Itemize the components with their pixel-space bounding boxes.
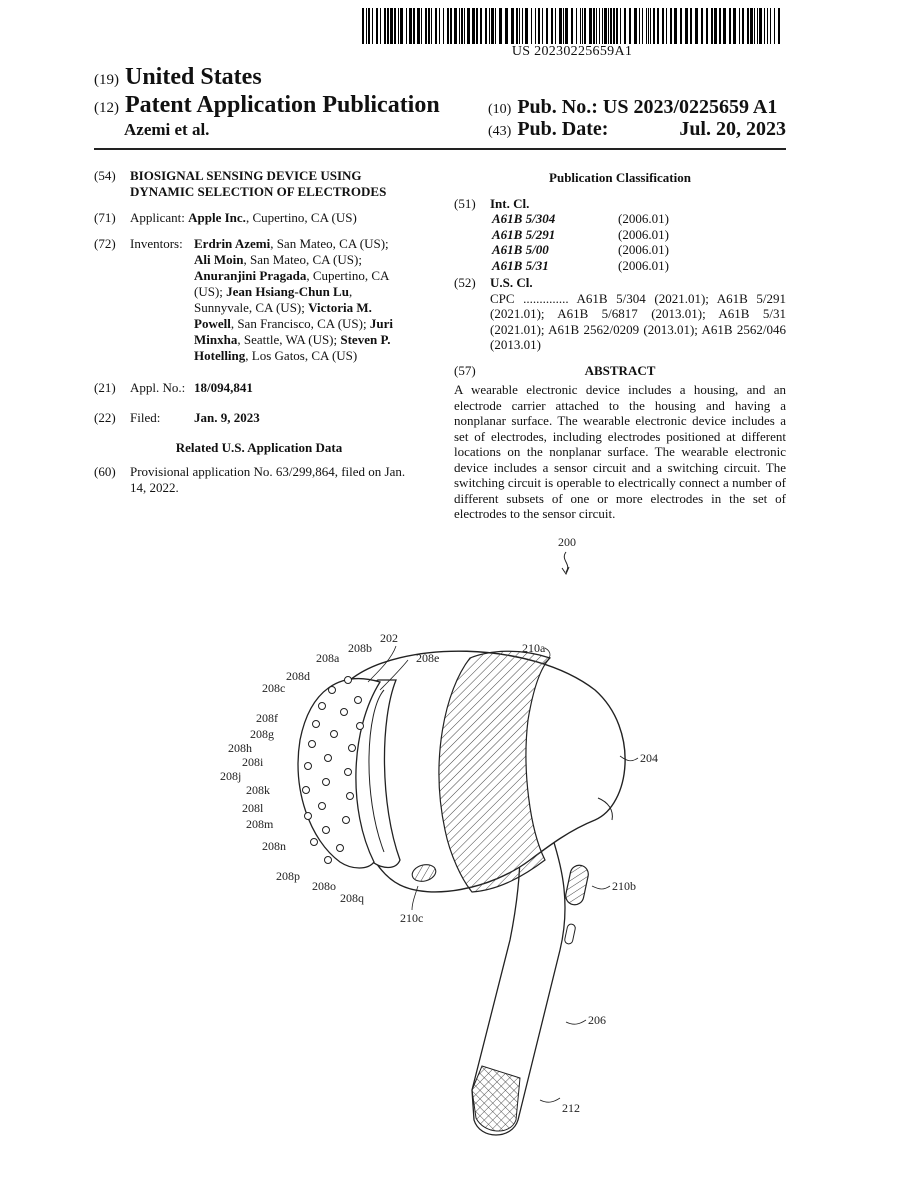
barcode-bar (480, 8, 482, 44)
header-divider (94, 148, 786, 150)
barcode-bar (428, 8, 430, 44)
inventor-line: Ali Moin, San Mateo, CA (US); (194, 252, 362, 267)
barcode-bar (690, 8, 692, 44)
inventor-line: Erdrin Azemi, San Mateo, CA (US); (194, 236, 389, 251)
barcode-bar (450, 8, 452, 44)
barcode-bar (695, 8, 698, 44)
barcode-bar (653, 8, 655, 44)
intcl-entry-year: (2006.01) (618, 242, 669, 257)
applicant-label: Applicant: (130, 210, 185, 225)
appl-number: 18/094,841 (194, 380, 253, 395)
barcode-bar (599, 8, 600, 44)
electrode (323, 779, 330, 786)
label-208m: 208m (246, 817, 274, 831)
patent-figure-earbud (200, 530, 660, 1150)
barcode-bar (387, 8, 389, 44)
filed-code: (22) (94, 410, 116, 425)
barcode-bar (666, 8, 667, 44)
filed-label: Filed: (130, 410, 161, 425)
label-208k: 208k (246, 783, 270, 797)
barcode-bar (435, 8, 437, 44)
inventors-label: Inventors: (130, 236, 183, 251)
barcode-bar (511, 8, 514, 44)
electrode (325, 857, 332, 864)
barcode-bar (604, 8, 607, 44)
barcode-bar (639, 8, 640, 44)
barcode-bar (467, 8, 470, 44)
force-sensor-pad (564, 864, 590, 907)
inventor-line: Hotelling, Los Gatos, CA (US) (194, 348, 358, 363)
inventor-line: (US); Jean Hsiang-Chun Lu, (194, 284, 353, 299)
label-210c: 210c (400, 911, 424, 925)
electrode (349, 745, 356, 752)
electrode (355, 697, 362, 704)
title-line-2: DYNAMIC SELECTION OF ELECTRODES (130, 184, 387, 199)
barcode-bar (747, 8, 749, 44)
label-208e: 208e (416, 651, 440, 665)
inventors-list (194, 236, 424, 364)
pub-number-code: (10) (488, 102, 512, 117)
barcode-bar (629, 8, 631, 44)
label-208l: 208l (242, 801, 264, 815)
barcode (362, 8, 782, 44)
abstract-heading-row (454, 363, 786, 379)
publication-type: Patent Application Publication (125, 92, 440, 118)
barcode-bar (714, 8, 717, 44)
provisional-field (94, 464, 424, 496)
barcode-bar (522, 8, 523, 44)
barcode-bar (380, 8, 381, 44)
barcode-bar (602, 8, 603, 44)
barcode-bar (757, 8, 758, 44)
inventor-line: Anuranjini Pragada, Cupertino, CA (194, 268, 390, 283)
intcl-table (490, 211, 786, 273)
barcode-bar (739, 8, 740, 44)
barcode-bar (662, 8, 664, 44)
barcode-bar (657, 8, 659, 44)
barcode-bar (489, 8, 490, 44)
pub-date-label: Pub. Date: (517, 118, 609, 140)
intcl-entry-year: (2006.01) (618, 211, 669, 226)
barcode-bar (648, 8, 649, 44)
barcode-bar (685, 8, 688, 44)
barcode-bar (750, 8, 753, 44)
electrode (309, 741, 316, 748)
barcode-bar (589, 8, 592, 44)
intcl-entry (492, 258, 786, 274)
filed-date: Jan. 9, 2023 (194, 410, 260, 425)
label-208n: 208n (262, 839, 286, 853)
barcode-bar (555, 8, 556, 44)
barcode-bar (406, 8, 407, 44)
provisional-code: (60) (94, 464, 116, 479)
barcode-bar (674, 8, 677, 44)
intcl-entry (492, 227, 786, 243)
barcode-bar (613, 8, 615, 44)
barcode-bar (384, 8, 386, 44)
barcode-bar (461, 8, 463, 44)
barcode-bar (394, 8, 396, 44)
label-208a: 208a (316, 651, 340, 665)
barcode-bar (646, 8, 647, 44)
intcl-entry-code: A61B 5/304 (492, 211, 556, 226)
title-field (94, 168, 424, 200)
uscl-code: (52) (454, 275, 476, 290)
barcode-bar (535, 8, 536, 44)
barcode-bar (620, 8, 621, 44)
inventor-line: Minxha, Seattle, WA (US); Steven P. (194, 332, 391, 347)
electrode (341, 709, 348, 716)
barcode-bar (650, 8, 651, 44)
figure-ref-label: 200 (558, 535, 576, 549)
barcode-bar (742, 8, 744, 44)
label-208f: 208f (256, 711, 278, 725)
label-208i: 208i (242, 755, 264, 769)
barcode-bar (525, 8, 528, 44)
label-204: 204 (640, 751, 658, 765)
barcode-bar (764, 8, 765, 44)
barcode-bar (505, 8, 508, 44)
barcode-bar (701, 8, 703, 44)
electrode (343, 817, 350, 824)
figure-ref-arrow (564, 552, 567, 572)
electrode (305, 813, 312, 820)
title-line-1: BIOSIGNAL SENSING DEVICE USING (130, 168, 362, 183)
barcode-bar (719, 8, 721, 44)
label-208q: 208q (340, 891, 364, 905)
intcl-label: Int. Cl. (490, 195, 530, 211)
barcode-bar (366, 8, 367, 44)
barcode-bar (733, 8, 736, 44)
electrode (325, 755, 332, 762)
barcode-bar (368, 8, 370, 44)
barcode-bar (767, 8, 768, 44)
barcode-bar (431, 8, 432, 44)
electrode (303, 787, 310, 794)
barcode-bar (459, 8, 460, 44)
barcode-bar (413, 8, 415, 44)
intcl-entry (492, 211, 786, 227)
barcode-bar (770, 8, 771, 44)
barcode-bar (417, 8, 420, 44)
pub-date-code: (43) (488, 124, 512, 139)
label-202: 202 (380, 631, 398, 645)
barcode-bar (400, 8, 403, 44)
barcode-bar (499, 8, 502, 44)
barcode-bar (593, 8, 595, 44)
pub-number-label: Pub. No.: (517, 96, 598, 118)
barcode-bar (476, 8, 478, 44)
label-208p: 208p (276, 869, 300, 883)
uscl-label: U.S. Cl. (490, 275, 533, 290)
abstract-heading: ABSTRACT (584, 362, 656, 378)
uscl-heading-row (454, 275, 786, 291)
country: United States (125, 64, 262, 90)
barcode-bar (729, 8, 731, 44)
electrode (323, 827, 330, 834)
barcode-bar (559, 8, 562, 44)
barcode-bar (538, 8, 540, 44)
barcode-bar (409, 8, 412, 44)
barcode-bar (711, 8, 713, 44)
filed-field (94, 410, 424, 426)
electrode (331, 731, 338, 738)
barcode-bar (516, 8, 518, 44)
cpc-classification: CPC .............. A61B 5/304 (2021.01); A61B 5/291 (2021.01); A61B 5/6817 (2013.01); A61B 5/31 (2021.01); A61B 2562/0209 (2013.01); A61B 2562/046 (2013.01) (490, 290, 786, 352)
barcode-bar (706, 8, 708, 44)
bibliographic-right-column (454, 170, 786, 522)
barcode-bar (778, 8, 780, 44)
barcode-bar (596, 8, 597, 44)
barcode-bar (616, 8, 618, 44)
electrode (345, 769, 352, 776)
label-208j: 208j (220, 769, 242, 783)
barcode-bar (485, 8, 487, 44)
label-206: 206 (588, 1013, 606, 1027)
applicant-name: Apple Inc. (188, 210, 246, 225)
barcode-bar (542, 8, 543, 44)
barcode-bar (443, 8, 444, 44)
barcode-bar (546, 8, 548, 44)
barcode-bar (551, 8, 553, 44)
barcode-bar (439, 8, 440, 44)
barcode-bar (634, 8, 637, 44)
publication-type-code: (12) (94, 100, 119, 116)
publication-type-heading (94, 92, 440, 119)
barcode-bar (398, 8, 399, 44)
barcode-number: US 20230225659A1 (511, 44, 633, 59)
inventors-field (94, 236, 424, 364)
authors: Azemi et al. (124, 120, 210, 139)
barcode-bar (723, 8, 726, 44)
barcode-bar (759, 8, 762, 44)
barcode-bar (495, 8, 496, 44)
barcode-bar (754, 8, 755, 44)
intcl-entry-year: (2006.01) (618, 257, 669, 273)
barcode-bar (390, 8, 393, 44)
barcode-bar (447, 8, 449, 44)
inventor-line: Sunnyvale, CA (US); Victoria M. (194, 300, 372, 315)
bibliographic-left-column (94, 168, 424, 506)
barcode-bar (582, 8, 583, 44)
electrode (313, 721, 320, 728)
abstract-code: (57) (454, 362, 476, 378)
electrode (357, 723, 364, 730)
stem-tip-mesh (472, 1066, 520, 1131)
related-data-heading: Related U.S. Application Data (175, 440, 343, 455)
country-heading (94, 64, 262, 91)
label-208g: 208g (250, 727, 274, 741)
electrode (347, 793, 354, 800)
inventors-code: (72) (94, 236, 116, 251)
electrode (337, 845, 344, 852)
barcode-bar (376, 8, 378, 44)
barcode-bar (472, 8, 475, 44)
label-208c: 208c (262, 681, 286, 695)
label-208d: 208d (286, 669, 310, 683)
label-208h: 208h (228, 741, 252, 755)
label-210b: 210b (612, 879, 636, 893)
pub-date: Jul. 20, 2023 (679, 118, 786, 140)
application-number-field (94, 380, 424, 396)
barcode-bar (580, 8, 581, 44)
barcode-bar (464, 8, 465, 44)
intcl-entry-code: A61B 5/31 (492, 257, 549, 273)
electrode (329, 687, 336, 694)
intcl-entry-year: (2006.01) (618, 226, 669, 242)
barcode-bar (519, 8, 520, 44)
barcode-bar (670, 8, 672, 44)
barcode-bar (531, 8, 532, 44)
barcode-bar (642, 8, 643, 44)
electrode (345, 677, 352, 684)
barcode-bar (425, 8, 427, 44)
pub-date-line (488, 118, 786, 141)
label-210a: 210a (522, 641, 546, 655)
barcode-bar (372, 8, 373, 44)
appl-label: Appl. No.: (130, 380, 186, 395)
label-212: 212 (562, 1101, 580, 1115)
inventor-line: Powell, San Francisco, CA (US); Juri (194, 316, 393, 331)
appl-code: (21) (94, 380, 116, 395)
label-208o: 208o (312, 879, 336, 893)
barcode-bar (571, 8, 573, 44)
abstract-text: A wearable electronic device includes a housing, and an electrode carrier attached to the housing and having a nonplanar surface. The wearable electronic device includes a set of electrodes, including electrodes positioned at different locations on the nonplanar surface. The wearable electronic device includes a sensor circuit and a switching circuit. The switching circuit is operable to electrically connect a number of different subsets of one or more electrodes in the set of electrodes to the sensor circuit. (454, 382, 786, 521)
intcl-entry-code: A61B 5/291 (492, 226, 556, 242)
electrode (319, 703, 326, 710)
intcl-entry (492, 242, 786, 258)
pub-number-line (488, 96, 777, 119)
provisional-text: Provisional application No. 63/299,864, filed on Jan. 14, 2022. (130, 464, 406, 495)
electrode (319, 803, 326, 810)
barcode-bar (454, 8, 457, 44)
barcode-bar (774, 8, 775, 44)
barcode-bar (565, 8, 568, 44)
pub-number: US 2023/0225659 A1 (602, 96, 778, 118)
barcode-bar (584, 8, 586, 44)
applicant-code: (71) (94, 210, 116, 225)
intcl-code: (51) (454, 195, 476, 211)
label-208b: 208b (348, 641, 372, 655)
intcl-heading-row (454, 196, 786, 212)
barcode-bar (421, 8, 422, 44)
electrode (311, 839, 318, 846)
barcode-bar (610, 8, 612, 44)
title-code: (54) (94, 168, 116, 183)
barcode-bar (680, 8, 682, 44)
barcode-bar (624, 8, 626, 44)
applicant-field (94, 210, 424, 226)
barcode-bar (362, 8, 364, 44)
intcl-entry-code: A61B 5/00 (492, 242, 549, 257)
stem-slot (564, 923, 576, 944)
applicant-location: , Cupertino, CA (US) (245, 210, 357, 225)
country-code: (19) (94, 72, 119, 88)
barcode-bar (608, 8, 609, 44)
electrode (305, 763, 312, 770)
barcode-bar (576, 8, 577, 44)
classification-heading: Publication Classification (549, 170, 691, 185)
barcode-bar (563, 8, 564, 44)
barcode-bar (491, 8, 494, 44)
